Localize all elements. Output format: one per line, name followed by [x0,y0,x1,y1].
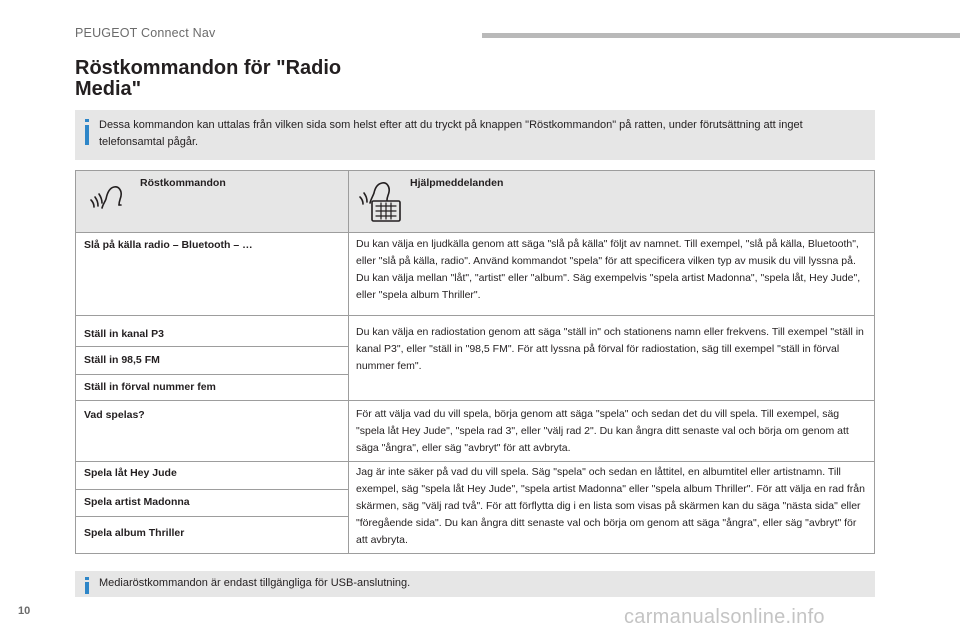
help-message: Du kan välja en radiostation genom att säga "ställ in" och stationens namn eller frekvens. Till exempel "ställ in kanal P3", eller "ställ in "98,5 FM". För att lyssna på förval för radiostation, säg till exempel "ställ in förval nummer fem". [356,326,864,372]
page-title: Röstkommandon för "Radio Media" [75,57,342,100]
info-note-bottom [75,571,875,597]
column-header-help: Hjälpmeddelanden [410,177,504,189]
voice-speaking-icon [88,182,124,221]
column-divider [348,171,349,553]
command-item: Ställ in 98,5 FM [84,354,160,366]
info-note-text: Mediaröstkommandon är endast tillgängliga för USB-anslutning. [99,577,411,589]
info-icon [85,119,89,122]
command-item: Vad spelas? [84,409,145,421]
page-number: 10 [18,605,31,617]
help-message: För att välja vad du vill spela, börja genom att säga "spela" och sedan det du vill spela. Till exempel, säg "spela låt Hey Jude", "spela rad 3", eller "välj rad 2". Du kan ångra ditt senaste val och börja om genom att säga "ångra", eller säg "avbryt" för att avbryta. [356,408,849,454]
command-item: Spela album Thriller [84,527,185,539]
column-header-commands: Röstkommandon [140,177,226,189]
watermark: carmanualsonline.info [624,606,825,628]
command-item: Slå på källa radio – Bluetooth – … [84,239,253,251]
voice-command-table [75,170,875,554]
header-rule [482,33,960,38]
command-item: Spela låt Hey Jude [84,467,177,479]
help-message: Jag är inte säker på vad du vill spela. Säg "spela" och sedan en låttitel, en albumtitel eller artistnamn. Till exempel, säg "spela låt Hey Jude", "spela artist Madonna" eller "spela album Thriller". För att välja en rad från skärmen, säg "välj rad två". För att förflytta dig i en lista som visas på skärmen kan du säga "nästa sida" eller "föregående sida". Du kan ångra ditt senaste val och börja om genom att säga "ångra", eller säg "avbryt" för att avbryta. [356,466,865,546]
command-item: Ställ in förval nummer fem [84,381,216,393]
voice-help-screen-icon [358,181,402,228]
info-note-top [75,110,875,160]
manual-header-title: PEUGEOT Connect Nav [75,26,216,40]
info-icon [85,577,89,580]
info-note-text: Dessa kommandon kan uttalas från vilken sida som helst efter att du tryckt på knappen "Röstkommandon" på ratten, under förutsättning att inget telefonsamtal pågår. [99,119,803,148]
table-header [76,171,874,233]
help-message: Du kan välja en ljudkälla genom att säga "slå på källa" följt av namnet. Till exempel, "slå på källa, Bluetooth", eller "slå på källa, radio". Använd kommandot "spela" för att specificera vilken typ av musik du vill lyssna på. Du kan välja mellan "låt", "artist" eller "album". Säg exempelvis "spela artist Madonna", "spela låt, Hey Jude", eller "spela album Thriller". [356,238,861,301]
command-item: Spela artist Madonna [84,496,190,508]
command-item: Ställ in kanal P3 [84,328,164,340]
